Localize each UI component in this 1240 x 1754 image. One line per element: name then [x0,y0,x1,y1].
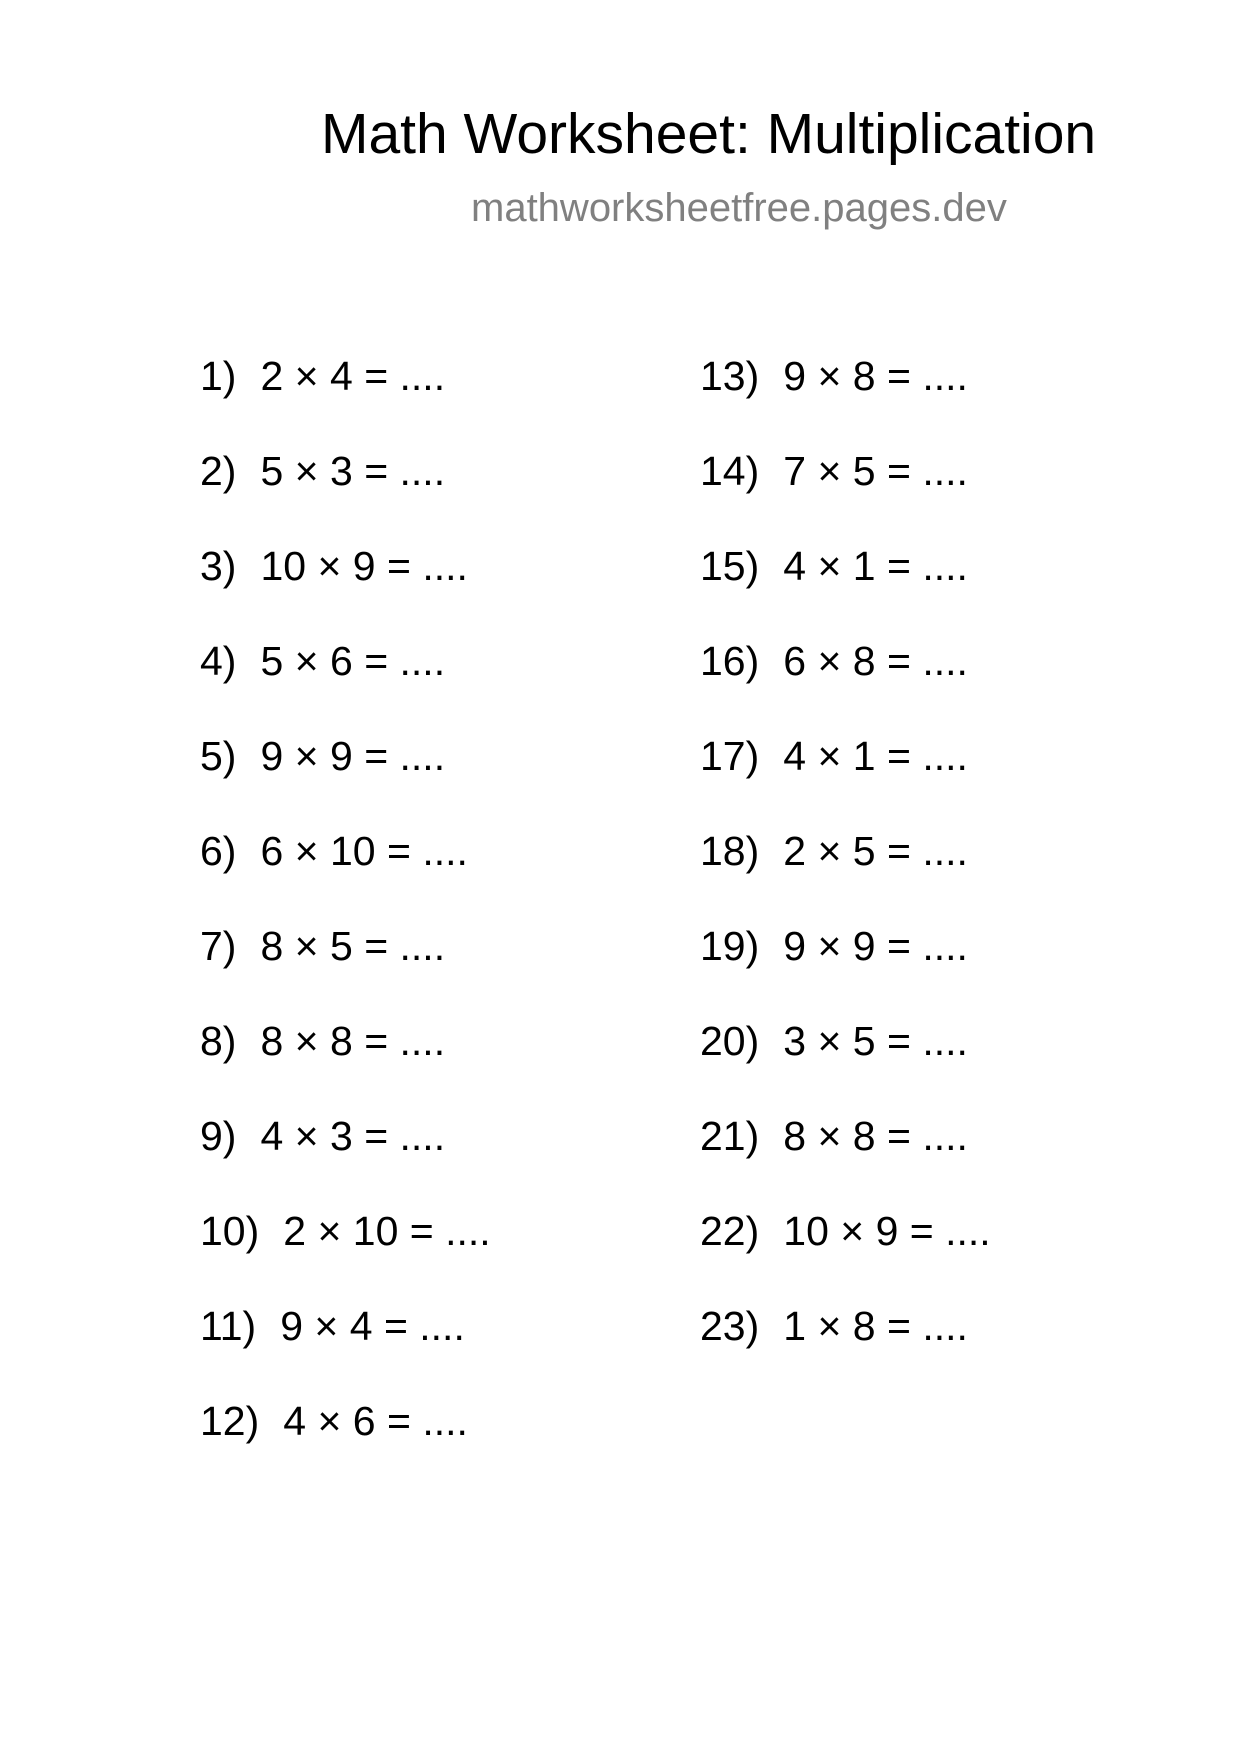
problem-expression: 8 × 5 = .... [260,923,446,969]
problem-number: 4) [200,638,237,684]
problem-item [700,1110,991,1205]
problem-item [200,540,491,635]
problem-number: 11) [200,1303,257,1349]
problem-number: 17) [700,733,760,779]
problem-expression: 2 × 5 = .... [783,828,968,874]
problem-item [200,635,491,730]
problem-number: 8) [200,1018,237,1064]
problem-number: 5) [200,733,237,779]
problem-expression: 9 × 9 = .... [260,733,446,779]
problem-number: 14) [700,448,760,494]
problem-expression: 6 × 10 = .... [260,828,468,874]
problem-item [200,1395,491,1490]
problem-item [200,445,491,540]
problem-item [200,1205,491,1300]
problem-number: 9) [200,1113,237,1159]
problem-expression: 2 × 4 = .... [260,353,446,399]
problem-item [700,540,991,635]
problem-expression: 9 × 4 = .... [280,1303,465,1349]
problem-number: 18) [700,828,760,874]
problem-number: 21) [700,1113,760,1159]
problem-expression: 7 × 5 = .... [783,448,968,494]
problem-number: 12) [200,1398,260,1444]
problem-number: 19) [700,923,760,969]
problem-expression: 4 × 1 = .... [783,733,968,779]
problem-expression: 2 × 10 = .... [283,1208,491,1254]
problem-column-right [700,350,991,1395]
problem-expression: 10 × 9 = .... [783,1208,991,1254]
problem-expression: 4 × 1 = .... [783,543,968,589]
problem-number: 10) [200,1208,260,1254]
problem-item [200,825,491,920]
problem-number: 15) [700,543,760,589]
problem-expression: 3 × 5 = .... [783,1018,968,1064]
problem-expression: 5 × 3 = .... [260,448,446,494]
problem-item [200,1110,491,1205]
problem-number: 20) [700,1018,760,1064]
problem-number: 2) [200,448,237,494]
problem-number: 16) [700,638,760,684]
worksheet-title: Math Worksheet: Multiplication [321,102,1097,166]
problem-expression: 9 × 8 = .... [783,353,968,399]
problem-item [700,730,991,825]
problem-item [700,825,991,920]
problem-expression: 5 × 6 = .... [260,638,446,684]
problem-column-left [200,350,491,1490]
problem-item [700,350,991,445]
problem-item [700,920,991,1015]
problem-expression: 8 × 8 = .... [260,1018,446,1064]
worksheet-source-url: mathworksheetfree.pages.dev [471,186,1007,230]
problem-expression: 4 × 6 = .... [283,1398,468,1444]
problem-item [200,730,491,825]
problem-expression: 10 × 9 = .... [260,543,468,589]
problem-item [700,1300,991,1395]
problem-number: 6) [200,828,237,874]
problem-expression: 6 × 8 = .... [783,638,968,684]
problem-expression: 1 × 8 = .... [783,1303,968,1349]
problem-item [200,1300,491,1395]
problem-number: 1) [200,353,237,399]
problem-number: 7) [200,923,237,969]
problem-item [200,920,491,1015]
problem-item [200,350,491,445]
problem-number: 3) [200,543,237,589]
problem-expression: 4 × 3 = .... [260,1113,446,1159]
problem-item [700,635,991,730]
problem-item [200,1015,491,1110]
problem-item [700,1205,991,1300]
problem-number: 13) [700,353,760,399]
problem-number: 23) [700,1303,760,1349]
problem-expression: 8 × 8 = .... [783,1113,968,1159]
problem-number: 22) [700,1208,760,1254]
problem-expression: 9 × 9 = .... [783,923,968,969]
problem-item [700,445,991,540]
problem-item [700,1015,991,1110]
